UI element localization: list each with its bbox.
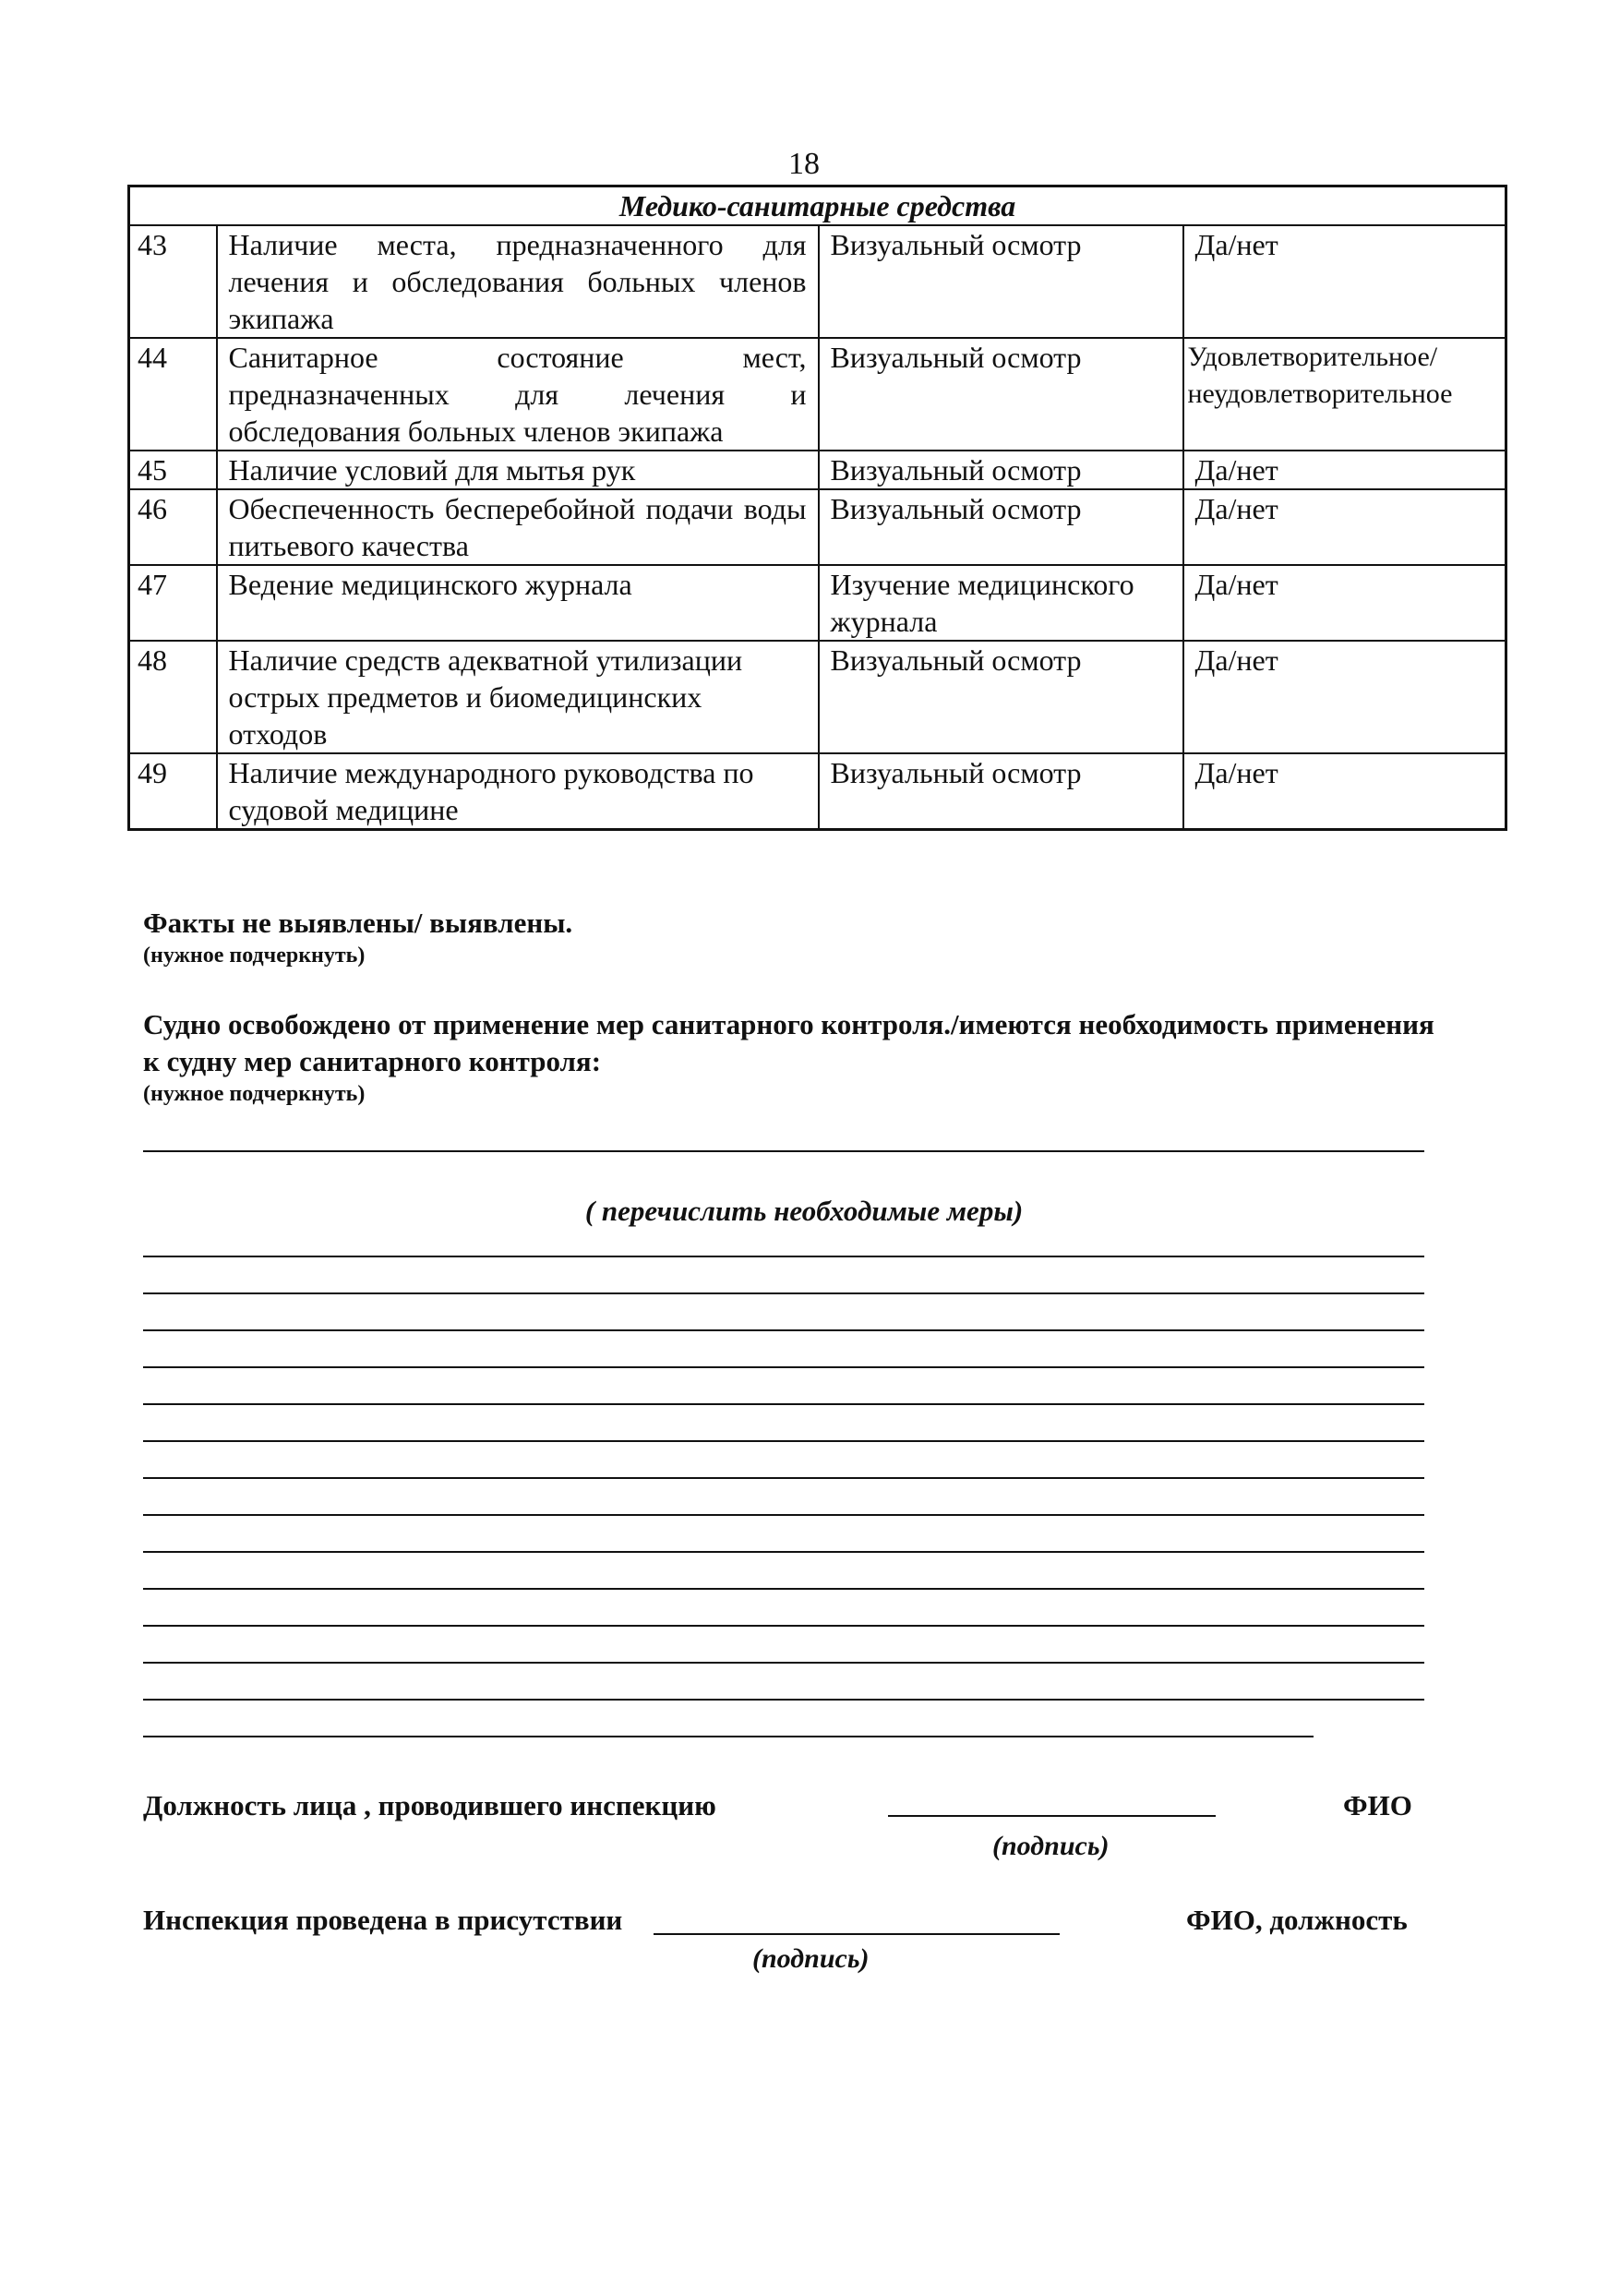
measures-line: [143, 1403, 1424, 1405]
row-method: Визуальный осмотр: [819, 338, 1183, 451]
row-result: Удовлетворительное/ неудовлетворительное: [1183, 338, 1506, 451]
row-result: Да/нет: [1183, 489, 1506, 565]
row-item: Санитарное состояние мест, предназначенных для лечения и обследования больных членов экипажа: [217, 338, 819, 451]
row-number: 44: [129, 338, 217, 451]
table-row: [129, 565, 1506, 641]
measures-line: [143, 1256, 1424, 1257]
page-number: 18: [788, 147, 820, 181]
vessel-block: [143, 1006, 1435, 1108]
section-header-row: [129, 186, 1506, 226]
presence-name-label: ФИО, должность: [1186, 1904, 1408, 1936]
measures-line: [143, 1329, 1424, 1331]
inspector-signature-caption: (подпись): [992, 1831, 1110, 1861]
inspector-signature-line: [888, 1815, 1216, 1817]
row-result: Да/нет: [1183, 641, 1506, 753]
row-method: Изучение медицинского журнала: [819, 565, 1183, 641]
table-row: [129, 338, 1506, 451]
row-item: Ведение медицинского журнала: [217, 565, 819, 641]
presence-signature-line: [654, 1933, 1060, 1935]
measures-line: [143, 1736, 1314, 1737]
row-item: Наличие международного руководства по судовой медицине: [217, 753, 819, 830]
row-method: Визуальный осмотр: [819, 225, 1183, 338]
row-method: Визуальный осмотр: [819, 641, 1183, 753]
row-method: Визуальный осмотр: [819, 489, 1183, 565]
measures-line: [143, 1514, 1424, 1516]
row-item: Наличие места, предназначенного для лечения и обследования больных членов экипажа: [217, 225, 819, 338]
measures-line: [143, 1588, 1424, 1590]
row-number: 49: [129, 753, 217, 830]
measures-line: [143, 1551, 1424, 1553]
facts-block: [143, 905, 572, 969]
inspector-position-label: Должность лица , проводившего инспекцию: [143, 1789, 716, 1821]
measures-caption: ( перечислить необходимые меры): [584, 1195, 1024, 1227]
measures-line: [143, 1699, 1424, 1701]
row-number: 48: [129, 641, 217, 753]
row-result: Да/нет: [1183, 451, 1506, 489]
vessel-note: (нужное подчеркнуть): [143, 1082, 366, 1106]
row-number: 47: [129, 565, 217, 641]
row-number: 45: [129, 451, 217, 489]
measures-line: [143, 1440, 1424, 1442]
row-result: Да/нет: [1183, 565, 1506, 641]
table-row: [129, 753, 1506, 830]
vessel-text: Судно освобождено от применение мер санитарного контроля./имеются необходимость применения к судну мер санитарного контроля:: [143, 1008, 1434, 1077]
measures-line: [143, 1150, 1424, 1152]
facts-note: (нужное подчеркнуть): [143, 944, 366, 968]
measures-line: [143, 1625, 1424, 1627]
row-item: Наличие условий для мытья рук: [217, 451, 819, 489]
table-row: [129, 489, 1506, 565]
row-number: 46: [129, 489, 217, 565]
inspection-table: [127, 185, 1507, 831]
table-row: [129, 225, 1506, 338]
measures-line: [143, 1366, 1424, 1368]
section-title: Медико-санитарные средства: [129, 186, 1506, 226]
facts-text: Факты не выявлены/ выявлены.: [143, 907, 573, 939]
inspector-name-label: ФИО: [1343, 1789, 1412, 1821]
measures-line: [143, 1477, 1424, 1479]
row-item: Наличие средств адекватной утилизации острых предметов и биомедицинских отходов: [217, 641, 819, 753]
presence-signature-caption: (подпись): [752, 1943, 870, 1974]
presence-label: Инспекция проведена в присутствии: [143, 1904, 623, 1936]
table-row: [129, 451, 1506, 489]
row-number: 43: [129, 225, 217, 338]
row-method: Визуальный осмотр: [819, 451, 1183, 489]
row-item: Обеспеченность бесперебойной подачи воды питьевого качества: [217, 489, 819, 565]
row-result: Да/нет: [1183, 753, 1506, 830]
measures-line: [143, 1292, 1424, 1294]
table-row: [129, 641, 1506, 753]
row-method: Визуальный осмотр: [819, 753, 1183, 830]
row-result: Да/нет: [1183, 225, 1506, 338]
measures-line: [143, 1662, 1424, 1664]
